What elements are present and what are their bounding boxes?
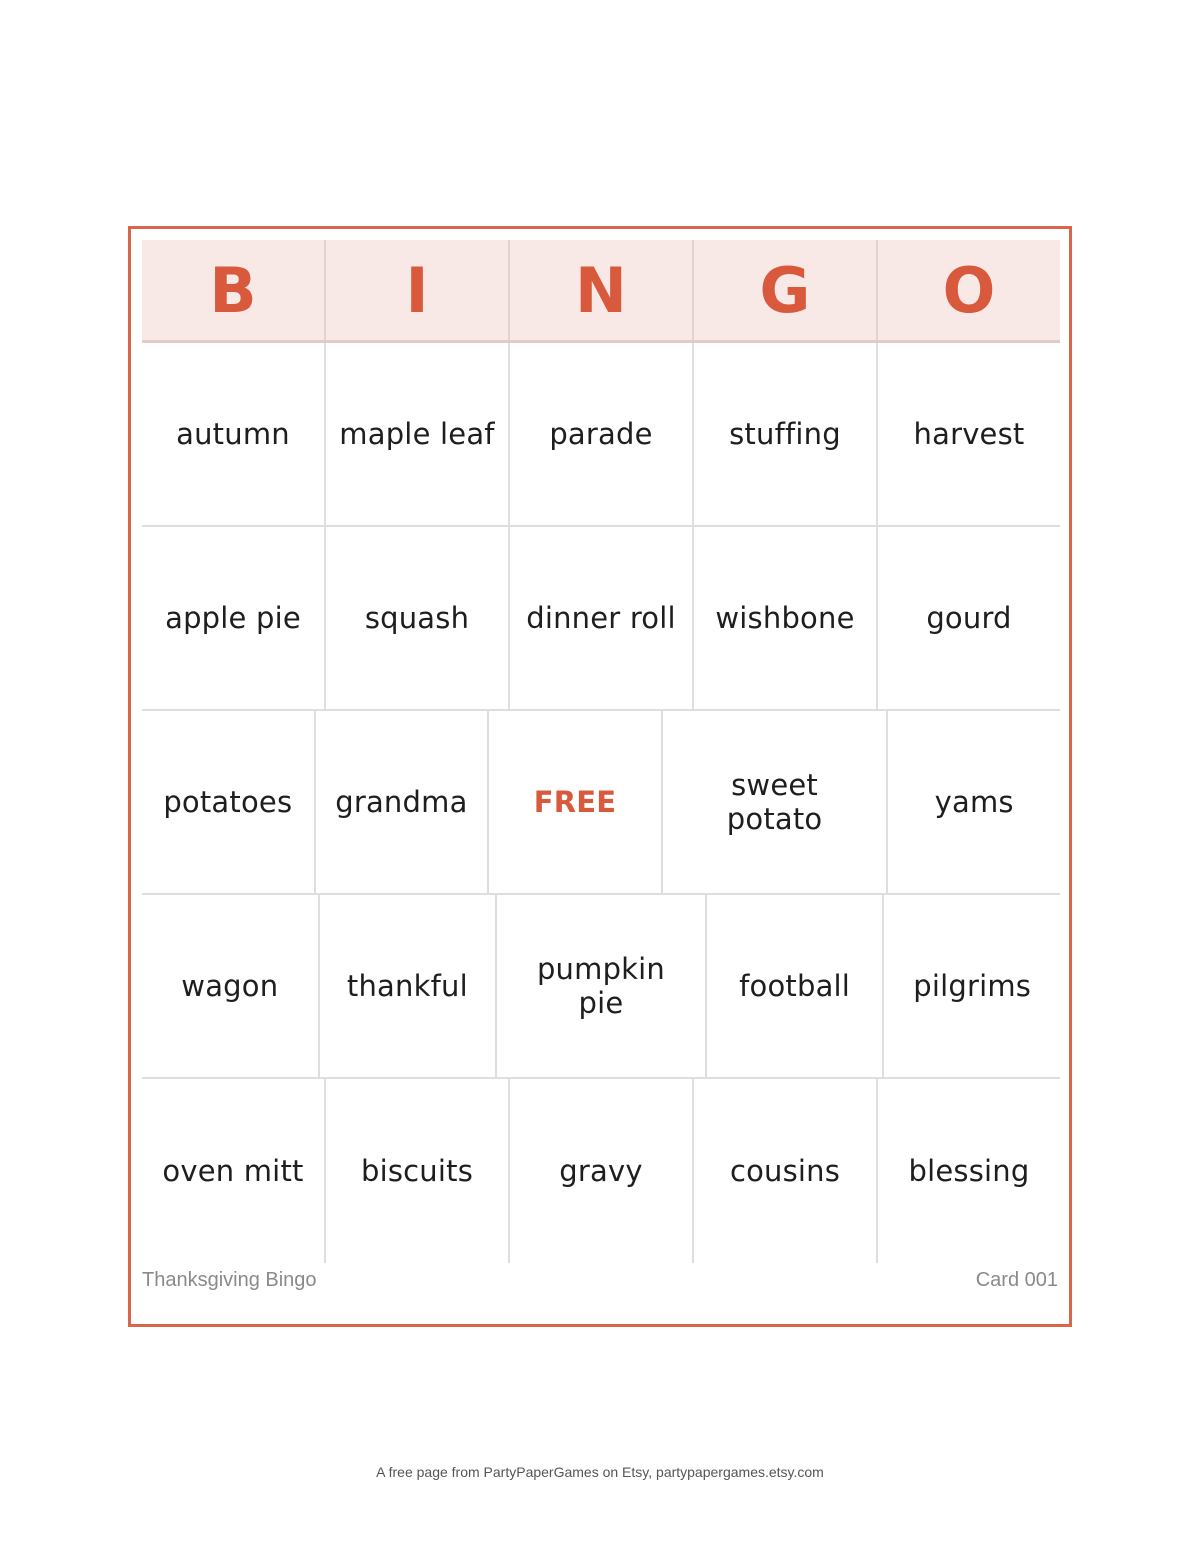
bingo-cell[interactable]: maple leaf [326,343,510,525]
bingo-cell[interactable]: potatoes [142,711,316,893]
page-credit: A free page from PartyPaperGames on Etsy, partypapergames.etsy.com [376,1464,824,1480]
bingo-row-3 [142,711,1060,895]
bingo-cell[interactable]: squash [326,527,510,709]
bingo-header-row [142,240,1060,343]
bingo-cell[interactable]: football [707,895,885,1077]
bingo-cell[interactable]: sweet potato [663,711,889,893]
bingo-cell[interactable]: wishbone [694,527,878,709]
bingo-cell[interactable]: parade [510,343,694,525]
bingo-cell[interactable]: dinner roll [510,527,694,709]
header-letter-b: B [142,240,326,340]
bingo-cell[interactable]: cousins [694,1079,878,1263]
bingo-cell[interactable]: gourd [926,601,1012,635]
bingo-row-5 [142,1079,1060,1263]
bingo-card [128,226,1072,1327]
header-letter-i: I [326,240,510,340]
bingo-grid [142,240,1060,1263]
bingo-cell[interactable]: biscuits [326,1079,510,1263]
bingo-cell[interactable]: thankful [320,895,498,1077]
header-letter-g: G [694,240,878,340]
header-letter-n: N [510,240,694,340]
card-title: Thanksgiving Bingo [142,1269,317,1291]
bingo-cell[interactable]: harvest [913,417,1025,451]
free-space-cell[interactable]: FREE [489,711,663,893]
bingo-row-2 [142,527,1060,711]
bingo-cell[interactable]: wagon [142,895,320,1077]
bingo-row-1 [142,343,1060,527]
bingo-row-4 [142,895,1060,1079]
bingo-cell[interactable]: pumpkin pie [497,895,707,1077]
card-footer [142,1269,1058,1292]
bingo-cell[interactable]: gravy [510,1079,694,1263]
bingo-cell[interactable]: yams [934,785,1014,819]
bingo-cell[interactable]: pilgrims [913,969,1032,1003]
bingo-cell[interactable]: blessing [908,1154,1030,1188]
bingo-cell[interactable]: grandma [316,711,490,893]
bingo-cell[interactable]: oven mitt [142,1079,326,1263]
card-number: Card 001 [975,1269,1058,1291]
bingo-cell[interactable]: stuffing [694,343,878,525]
bingo-cell[interactable]: autumn [142,343,326,525]
bingo-cell[interactable]: apple pie [142,527,326,709]
header-letter-o: O [942,253,996,327]
